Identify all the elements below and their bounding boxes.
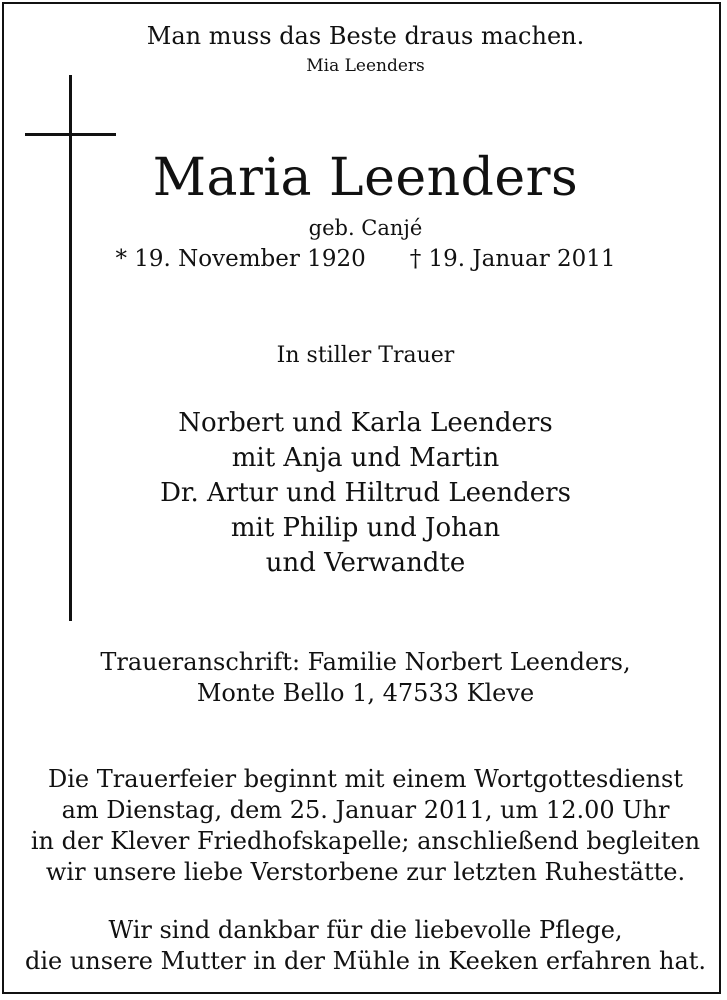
mourning-phrase: In stiller Trauer bbox=[276, 343, 455, 368]
funeral-service-info bbox=[4, 764, 727, 888]
cross-bar bbox=[25, 133, 116, 136]
death-date: † 19. Januar 2011 bbox=[409, 246, 616, 272]
life-dates bbox=[4, 248, 727, 271]
address-line: Monte Bello 1, 47533 Kleve bbox=[196, 679, 535, 707]
motto-quote: Man muss das Beste draus machen. bbox=[146, 22, 585, 50]
mourner-line: und Verwandte bbox=[265, 548, 466, 578]
service-line: in der Klever Friedhofskapelle; anschließend begleiten bbox=[30, 827, 701, 855]
service-line: Die Trauerfeier beginnt mit einem Wortgottesdienst bbox=[47, 765, 684, 793]
thanks-note bbox=[4, 915, 727, 977]
mourner-line: Dr. Artur und Hiltrud Leenders bbox=[160, 478, 571, 508]
motto-author: Mia Leenders bbox=[306, 56, 425, 76]
mourner-line: Norbert und Karla Leenders bbox=[178, 408, 553, 438]
obituary-notice bbox=[2, 2, 721, 994]
maiden-name: geb. Canjé bbox=[308, 216, 423, 240]
thanks-line: die unsere Mutter in der Mühle in Keeken erfahren hat. bbox=[24, 947, 707, 975]
service-line: wir unsere liebe Verstorbene zur letzten Ruhestätte. bbox=[45, 858, 686, 886]
thanks-line: Wir sind dankbar für die liebevolle Pflege, bbox=[108, 916, 623, 944]
address-line: Traueranschrift: Familie Norbert Leenders, bbox=[100, 648, 631, 676]
deceased-name: Maria Leenders bbox=[152, 148, 579, 208]
service-line: am Dienstag, dem 25. Januar 2011, um 12.00 Uhr bbox=[61, 796, 670, 824]
mourner-line: mit Philip und Johan bbox=[230, 513, 501, 543]
birth-date: * 19. November 1920 bbox=[115, 246, 366, 272]
mourning-address bbox=[4, 647, 727, 709]
mourners-list bbox=[4, 406, 727, 581]
mourner-line: mit Anja und Martin bbox=[231, 443, 500, 473]
